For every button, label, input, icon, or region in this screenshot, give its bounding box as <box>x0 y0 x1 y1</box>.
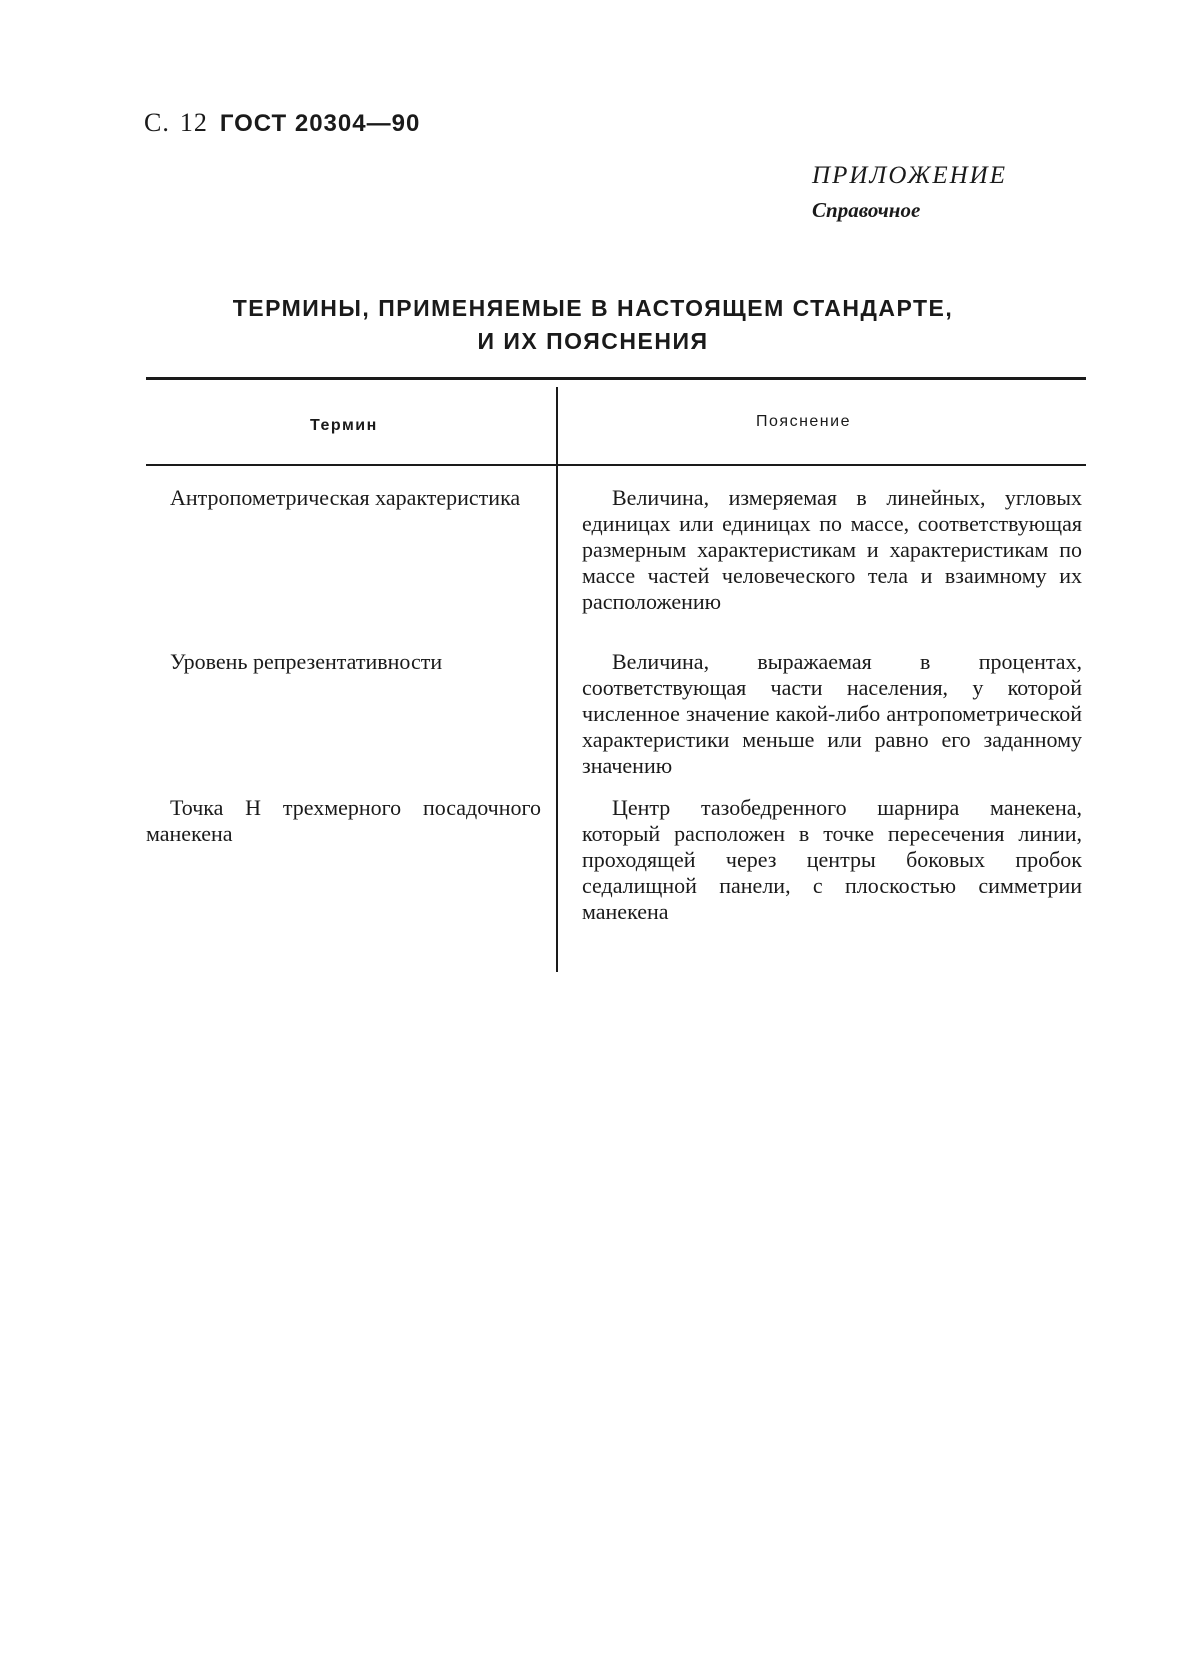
document-title-line-2: И ИХ ПОЯСНЕНИЯ <box>477 328 709 354</box>
appendix-subtitle: Справочное <box>812 198 921 222</box>
explanation-text: Центр тазобедренного шарнира манекена, который расположен в точке пересечения линии, проходящей через центры боковых пробок седалищной панели, с плоскостью симметрии манекена <box>582 795 1082 924</box>
page-number: 12 <box>179 108 208 137</box>
term-cell <box>146 795 541 847</box>
term-text: Уровень репрезентативности <box>170 649 443 674</box>
document-title <box>150 292 1036 358</box>
term-text: Антропометрическая характеристика <box>170 485 521 510</box>
explanation-cell <box>582 485 1082 615</box>
column-header-term: Термин <box>310 417 378 434</box>
page-prefix: С. <box>144 108 170 137</box>
term-cell <box>146 485 541 511</box>
appendix-label <box>812 162 1007 223</box>
column-divider <box>556 387 558 972</box>
standard-number: ГОСТ 20304—90 <box>219 110 421 137</box>
explanation-cell <box>582 795 1082 925</box>
explanation-text: Величина, выражаемая в процентах, соответствующая части населения, у которой численное значение какой-либо антропометрической характеристики меньше или равно его заданному значению <box>582 649 1082 778</box>
page-header <box>144 108 420 138</box>
table-top-rule <box>146 377 1086 380</box>
term-cell <box>146 649 541 675</box>
explanation-text: Величина, измеряемая в линейных, угловых единицах или единицах по массе, соответствующая размерным характеристикам и характеристикам по массе частей человеческого тела и взаимному их расположению <box>582 485 1082 614</box>
table-header-rule <box>146 464 1086 466</box>
appendix-title: ПРИЛОЖЕНИЕ <box>812 162 1007 189</box>
term-text: Точка H трехмерного посадочного манекена <box>146 795 541 846</box>
column-header-explanation: Пояснение <box>756 413 851 430</box>
explanation-cell <box>582 649 1082 779</box>
document-title-line-1: ТЕРМИНЫ, ПРИМЕНЯЕМЫЕ В НАСТОЯЩЕМ СТАНДАРТЕ, <box>232 295 954 321</box>
